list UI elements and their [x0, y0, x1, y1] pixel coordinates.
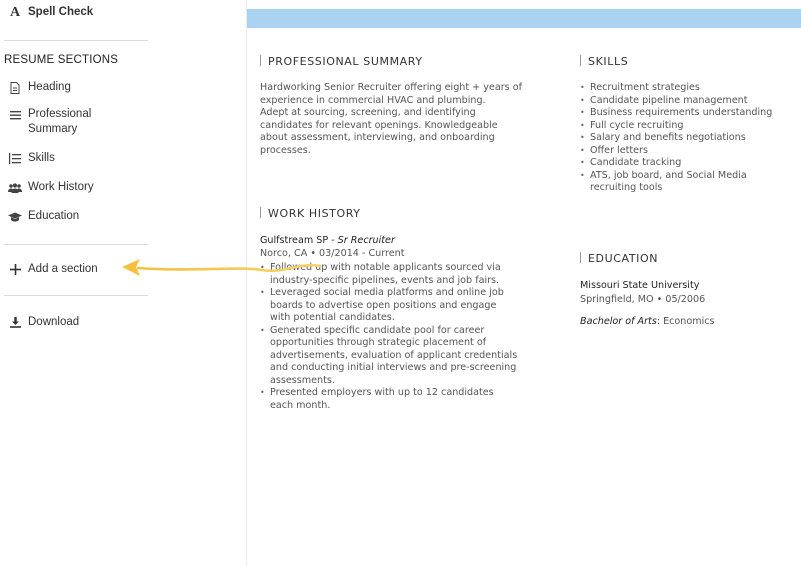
plus-icon	[8, 262, 22, 277]
summary-heading	[260, 55, 423, 68]
skill-text: Candidate tracking	[590, 157, 682, 168]
list-item	[579, 120, 794, 133]
summary-line: about assessment, interviewing, and onboarding	[260, 132, 495, 143]
divider	[4, 244, 148, 245]
education-heading-text: EDUCATION	[588, 252, 659, 265]
list-item	[579, 157, 794, 170]
list-item	[579, 145, 794, 158]
heading-rule	[260, 55, 261, 66]
list-item	[259, 287, 559, 325]
list-item	[259, 325, 559, 388]
bullet-line: each month.	[270, 399, 331, 411]
bullet-line: • Leveraged social media platforms and online job	[270, 287, 504, 298]
skills-heading	[580, 55, 628, 68]
heading-rule	[260, 207, 261, 218]
degree-name: Bachelor of Arts	[580, 316, 657, 327]
sidebar-item-work-history[interactable]	[8, 180, 94, 195]
divider	[4, 40, 148, 41]
summary-line: Hardworking Senior Recruiter offering eight + years of	[260, 82, 522, 93]
resume-header-bar	[247, 9, 801, 28]
editor-sidebar	[0, 0, 150, 566]
job-location-dates: Norco, CA • 03/2014 - Current	[260, 248, 405, 259]
list-numbered-icon	[8, 151, 22, 166]
summary-heading-text: PROFESSIONAL SUMMARY	[268, 55, 423, 68]
skill-text: recruiting tools	[590, 182, 663, 193]
list-icon	[8, 107, 22, 122]
add-section-label: Add a section	[28, 263, 98, 275]
sidebar-item-label: Skills	[28, 152, 55, 164]
list-item	[579, 170, 794, 195]
sidebar-item-label	[28, 107, 91, 137]
job-role: Sr Recruiter	[337, 235, 395, 246]
summary-line: Adept at sourcing, screening, and identifying	[260, 107, 476, 118]
sidebar-item-label-line2: Summary	[28, 123, 78, 135]
document-icon	[8, 80, 22, 95]
skill-text: Salary and benefits negotiations	[590, 132, 746, 143]
work-history-heading	[260, 207, 361, 220]
heading-rule	[580, 55, 581, 66]
list-item	[259, 387, 559, 412]
spell-check-icon: A	[9, 5, 21, 20]
bullet-line: assessments.	[270, 374, 335, 386]
bullet-line: boards to advertise open positions and engage	[270, 299, 497, 311]
sidebar-item-education[interactable]	[8, 209, 79, 224]
bullet-line: industry-specific pipelines, events and job fairs.	[270, 274, 500, 286]
skill-text: Offer letters	[590, 144, 648, 156]
divider	[4, 295, 148, 296]
add-section-button[interactable]	[8, 262, 98, 277]
resume-preview[interactable]	[246, 0, 801, 566]
sidebar-item-label: Heading	[28, 81, 71, 93]
sidebar-item-skills[interactable]	[8, 151, 55, 166]
sidebar-item-professional-summary[interactable]	[8, 107, 91, 137]
download-icon	[8, 315, 22, 330]
users-icon	[8, 180, 22, 195]
education-heading	[580, 252, 658, 265]
summary-line: processes.	[260, 144, 311, 156]
download-button[interactable]	[8, 315, 79, 330]
spell-check-button[interactable]	[8, 5, 93, 20]
skill-text: Candidate pipeline management	[590, 94, 748, 106]
work-history-heading-text: WORK HISTORY	[268, 207, 361, 220]
spell-check-label: Spell Check	[28, 6, 94, 18]
sidebar-item-label-line1: Professional	[28, 108, 92, 120]
skill-text: Business requirements understanding	[590, 107, 773, 118]
bullet-line: and conducting initial interviews and pre-screening	[270, 362, 517, 373]
bullet-line: advertisements, evaluation of applicant credentials	[270, 349, 518, 361]
resume-sections-title: RESUME SECTIONS	[4, 54, 119, 66]
degree-line	[580, 316, 715, 329]
company-name: Gulfstream SP	[260, 235, 329, 246]
graduation-cap-icon	[8, 209, 22, 224]
skill-text: Recruitment strategies	[590, 82, 700, 93]
work-bullets	[259, 262, 559, 412]
summary-line: experience in commercial HVAC and plumbing.	[260, 94, 486, 106]
job-title-line	[260, 235, 560, 248]
bullet-line: • Generated specific candidate pool for career	[270, 324, 485, 336]
sidebar-item-label: Work History	[28, 181, 94, 193]
school-location-date: Springfield, MO • 05/2006	[580, 294, 706, 305]
bullet-line: opportunities through strategic placement of	[270, 337, 487, 348]
skills-list	[579, 82, 794, 195]
bullet-line: • Presented employers with up to 12 candidates	[270, 387, 494, 398]
sidebar-item-heading[interactable]	[8, 80, 71, 95]
school-name: Missouri State University	[580, 280, 700, 291]
skills-heading-text: SKILLS	[588, 55, 629, 68]
download-label: Download	[28, 316, 80, 328]
skill-text: Full cycle recruiting	[590, 119, 684, 131]
degree-field: : Economics	[656, 316, 715, 327]
list-item	[579, 82, 794, 95]
sidebar-item-label: Education	[28, 210, 80, 222]
bullet-line: • Followed up with notable applicants sourced via	[270, 262, 501, 273]
list-item	[579, 107, 794, 120]
title-separator: -	[328, 235, 338, 246]
list-item	[579, 132, 794, 145]
list-item	[579, 95, 794, 108]
summary-line: candidates for relevant openings. Knowledgeable	[260, 119, 498, 131]
summary-text	[260, 82, 560, 157]
skill-text: • ATS, job board, and Social Media	[590, 169, 747, 181]
bullet-line: with potential candidates.	[270, 312, 395, 323]
list-item	[259, 262, 559, 287]
heading-rule	[580, 252, 581, 263]
